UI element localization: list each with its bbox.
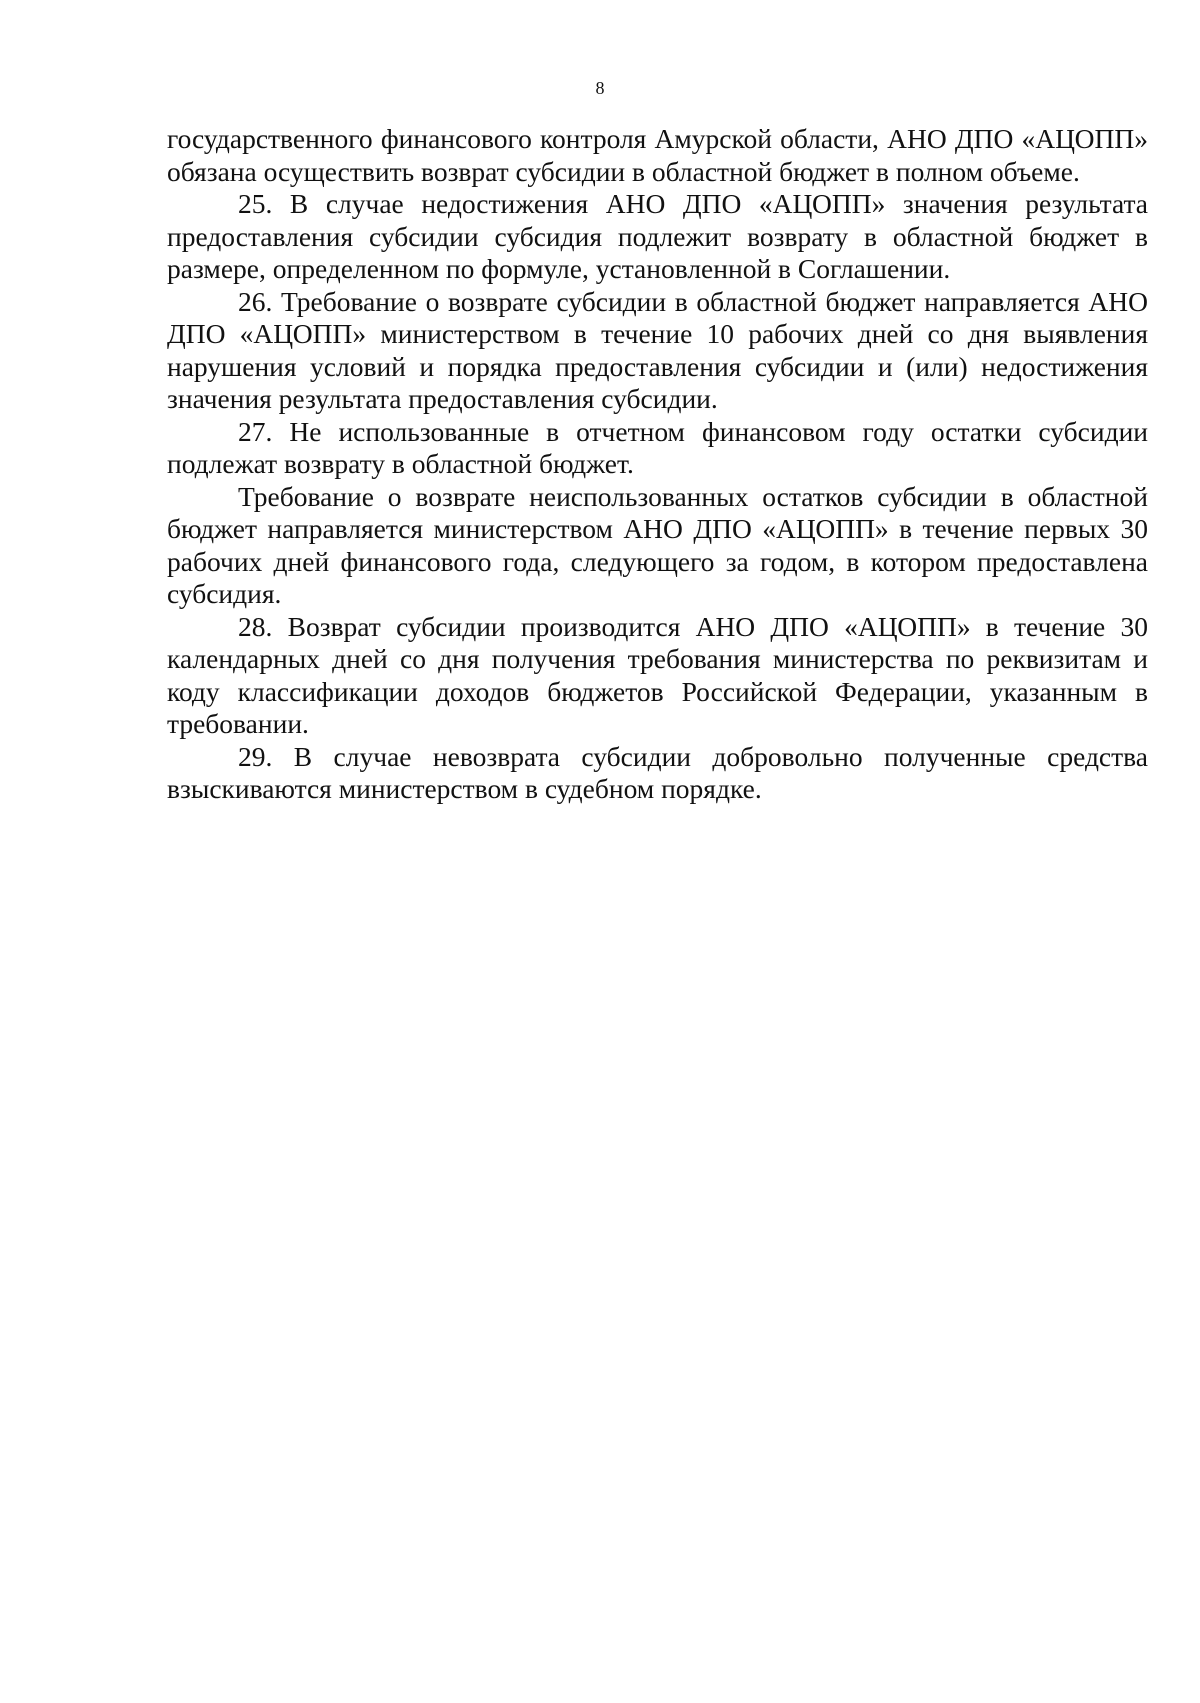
page-number: 8 (595, 78, 605, 98)
paragraph-27: 27. Не использованные в отчетном финансовом году остатки субсидии подлежат возврату в областной бюджет. (167, 415, 1148, 479)
paragraph-27-continued: Требование о возврате неиспользованных остатков субсидии в областной бюджет направляется министерством АНО ДПО «АЦОПП» в течение первых 30 рабочих дней финансового года, следующего за годом, в котором предоставлена субсидия. (167, 480, 1148, 609)
paragraph-26: 26. Требование о возврате субсидии в областной бюджет направляется АНО ДПО «АЦОПП» министерством в течение 10 рабочих дней со дня выявления нарушения условий и порядка предоставления субсидии и (или) недостижения значения результата предоставления субсидии. (167, 285, 1148, 414)
paragraph-28: 28. Возврат субсидии производится АНО ДПО «АЦОПП» в течение 30 календарных дней со дня получения требования министерства по реквизитам и коду классификации доходов бюджетов Российской Федерации, указанным в требовании. (167, 610, 1148, 739)
paragraph-29: 29. В случае невозврата субсидии добровольно полученные средства взыскиваются министерством в судебном порядке. (167, 740, 1148, 804)
document-body (167, 123, 1148, 806)
paragraph-continuation: государственного финансового контроля Амурской области, АНО ДПО «АЦОПП» обязана осуществить возврат субсидии в областной бюджет в полном объеме. (167, 123, 1148, 187)
paragraph-25: 25. В случае недостижения АНО ДПО «АЦОПП» значения результата предоставления субсидии субсидия подлежит возврату в областной бюджет в размере, определенном по формуле, установленной в Соглашении. (167, 188, 1148, 284)
